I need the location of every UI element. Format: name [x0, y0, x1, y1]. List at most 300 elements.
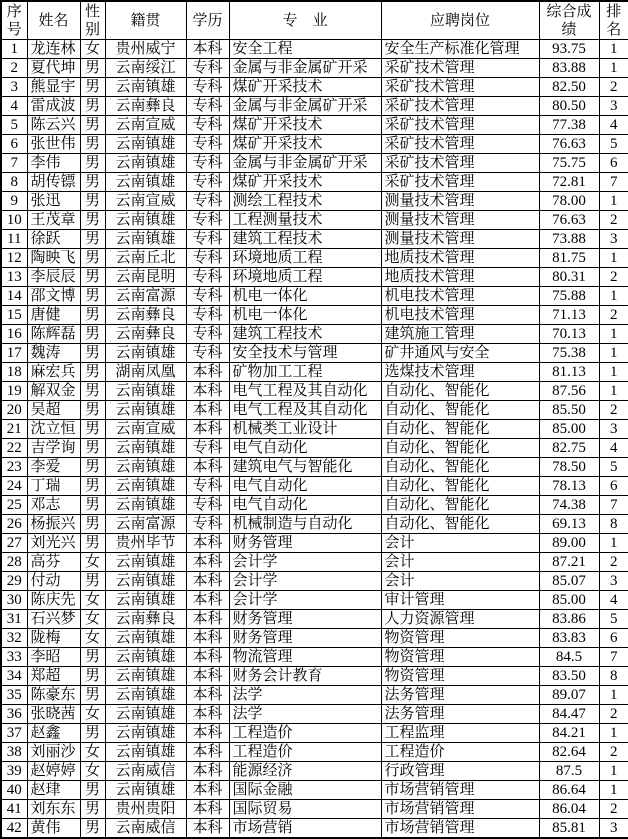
cell-major: 国际贸易	[229, 800, 381, 819]
cell-hometown: 云南镇雄	[105, 591, 186, 610]
cell-rank: 5	[599, 135, 628, 154]
cell-major: 煤矿开采技术	[229, 116, 381, 135]
cell-hometown: 云南镇雄	[105, 230, 186, 249]
cell-rank: 4	[599, 116, 628, 135]
cell-gender: 男	[80, 667, 105, 686]
cell-overall-score: 80.50	[539, 97, 599, 116]
cell-serial-number: 37	[1, 724, 27, 743]
cell-major: 工程造价	[229, 724, 381, 743]
cell-major: 会计学	[229, 572, 381, 591]
table-row	[1, 78, 628, 97]
table-row	[1, 192, 628, 211]
cell-gender: 男	[80, 154, 105, 173]
cell-major: 电气自动化	[229, 477, 381, 496]
cell-applied-position: 市场营销管理	[381, 800, 539, 819]
cell-major: 能源经济	[229, 762, 381, 781]
cell-major: 金属与非金属矿开采	[229, 154, 381, 173]
cell-applied-position: 自动化、智能化	[381, 477, 539, 496]
cell-rank: 1	[599, 344, 628, 363]
cell-applied-position: 采矿技术管理	[381, 59, 539, 78]
cell-gender: 男	[80, 344, 105, 363]
cell-gender: 男	[80, 287, 105, 306]
cell-major: 环境地质工程	[229, 268, 381, 287]
header-serial-number: 序号	[1, 1, 27, 40]
cell-hometown: 云南镇雄	[105, 78, 186, 97]
cell-rank: 2	[599, 211, 628, 230]
table-row	[1, 59, 628, 78]
cell-name: 赵婷婷	[27, 762, 80, 781]
cell-overall-score: 84.21	[539, 724, 599, 743]
cell-hometown: 云南镇雄	[105, 572, 186, 591]
cell-serial-number: 27	[1, 534, 27, 553]
cell-serial-number: 40	[1, 781, 27, 800]
cell-education: 专科	[186, 325, 229, 344]
cell-overall-score: 80.31	[539, 268, 599, 287]
cell-hometown: 云南镇雄	[105, 173, 186, 192]
cell-name: 赵鑫	[27, 724, 80, 743]
cell-major: 安全工程	[229, 40, 381, 59]
cell-rank: 5	[599, 458, 628, 477]
cell-name: 陇梅	[27, 629, 80, 648]
cell-applied-position: 采矿技术管理	[381, 97, 539, 116]
cell-rank: 1	[599, 363, 628, 382]
table-row	[1, 344, 628, 363]
cell-major: 电气工程及其自动化	[229, 401, 381, 420]
cell-education: 专科	[186, 173, 229, 192]
cell-overall-score: 85.81	[539, 819, 599, 839]
cell-name: 刘东东	[27, 800, 80, 819]
cell-name: 张世伟	[27, 135, 80, 154]
cell-rank: 1	[599, 325, 628, 344]
table-row	[1, 154, 628, 173]
cell-gender: 女	[80, 629, 105, 648]
cell-major: 机电一体化	[229, 306, 381, 325]
cell-applied-position: 行政管理	[381, 762, 539, 781]
cell-major: 机械类工业设计	[229, 420, 381, 439]
cell-applied-position: 采矿技术管理	[381, 135, 539, 154]
cell-hometown: 云南镇雄	[105, 439, 186, 458]
cell-major: 金属与非金属矿开采	[229, 59, 381, 78]
cell-major: 建筑工程技术	[229, 325, 381, 344]
cell-name: 邵文博	[27, 287, 80, 306]
cell-serial-number: 25	[1, 496, 27, 515]
cell-hometown: 云南彝良	[105, 610, 186, 629]
cell-overall-score: 86.04	[539, 800, 599, 819]
cell-gender: 男	[80, 325, 105, 344]
cell-hometown: 云南镇雄	[105, 724, 186, 743]
cell-education: 专科	[186, 59, 229, 78]
cell-hometown: 云南彝良	[105, 306, 186, 325]
cell-overall-score: 86.64	[539, 781, 599, 800]
table-row	[1, 819, 628, 839]
cell-hometown: 云南镇雄	[105, 496, 186, 515]
cell-rank: 4	[599, 591, 628, 610]
cell-major: 国际金融	[229, 781, 381, 800]
cell-gender: 男	[80, 515, 105, 534]
cell-applied-position: 市场营销管理	[381, 781, 539, 800]
cell-name: 吉学询	[27, 439, 80, 458]
cell-name: 丁瑞	[27, 477, 80, 496]
cell-overall-score: 85.00	[539, 591, 599, 610]
cell-name: 夏代坤	[27, 59, 80, 78]
cell-serial-number: 10	[1, 211, 27, 230]
cell-rank: 1	[599, 534, 628, 553]
cell-applied-position: 采矿技术管理	[381, 154, 539, 173]
cell-major: 工程测量技术	[229, 211, 381, 230]
cell-overall-score: 85.50	[539, 401, 599, 420]
cell-serial-number: 18	[1, 363, 27, 382]
table-row	[1, 135, 628, 154]
cell-major: 会计学	[229, 591, 381, 610]
table-row	[1, 420, 628, 439]
cell-education: 本科	[186, 724, 229, 743]
cell-serial-number: 35	[1, 686, 27, 705]
cell-serial-number: 3	[1, 78, 27, 97]
cell-serial-number: 22	[1, 439, 27, 458]
cell-rank: 1	[599, 762, 628, 781]
cell-overall-score: 82.50	[539, 78, 599, 97]
cell-gender: 男	[80, 306, 105, 325]
cell-rank: 7	[599, 496, 628, 515]
cell-gender: 女	[80, 553, 105, 572]
cell-hometown: 湖南凤凰	[105, 363, 186, 382]
cell-applied-position: 选煤技术管理	[381, 363, 539, 382]
cell-rank: 1	[599, 40, 628, 59]
cell-education: 专科	[186, 306, 229, 325]
cell-overall-score: 78.50	[539, 458, 599, 477]
cell-applied-position: 会计	[381, 534, 539, 553]
cell-gender: 男	[80, 800, 105, 819]
cell-gender: 男	[80, 97, 105, 116]
cell-overall-score: 81.13	[539, 363, 599, 382]
cell-name: 李辰辰	[27, 268, 80, 287]
cell-gender: 男	[80, 477, 105, 496]
cell-rank: 6	[599, 154, 628, 173]
cell-rank: 3	[599, 97, 628, 116]
cell-gender: 男	[80, 211, 105, 230]
cell-overall-score: 83.88	[539, 59, 599, 78]
cell-gender: 女	[80, 40, 105, 59]
cell-name: 李伟	[27, 154, 80, 173]
cell-education: 专科	[186, 97, 229, 116]
cell-overall-score: 69.13	[539, 515, 599, 534]
header-overall-score: 综合成绩	[539, 1, 599, 40]
cell-hometown: 云南镇雄	[105, 458, 186, 477]
cell-hometown: 贵州威宁	[105, 40, 186, 59]
table-row	[1, 743, 628, 762]
cell-name: 雷成波	[27, 97, 80, 116]
cell-serial-number: 32	[1, 629, 27, 648]
table-row	[1, 458, 628, 477]
table-row	[1, 211, 628, 230]
cell-major: 法学	[229, 686, 381, 705]
cell-major: 金属与非金属矿开采	[229, 97, 381, 116]
cell-name: 刘光兴	[27, 534, 80, 553]
cell-name: 郑超	[27, 667, 80, 686]
cell-serial-number: 34	[1, 667, 27, 686]
cell-serial-number: 39	[1, 762, 27, 781]
cell-major: 工程造价	[229, 743, 381, 762]
cell-hometown: 云南丘北	[105, 249, 186, 268]
header-name: 姓名	[27, 1, 80, 40]
cell-major: 法学	[229, 705, 381, 724]
cell-rank: 2	[599, 553, 628, 572]
cell-major: 煤矿开采技术	[229, 78, 381, 97]
table-row	[1, 268, 628, 287]
cell-gender: 男	[80, 496, 105, 515]
cell-serial-number: 20	[1, 401, 27, 420]
cell-name: 王茂章	[27, 211, 80, 230]
cell-education: 专科	[186, 211, 229, 230]
cell-major: 安全技术与管理	[229, 344, 381, 363]
table-row	[1, 40, 628, 59]
cell-hometown: 云南富源	[105, 287, 186, 306]
cell-education: 专科	[186, 344, 229, 363]
table-row	[1, 610, 628, 629]
cell-hometown: 云南镇雄	[105, 648, 186, 667]
cell-name: 陈云兴	[27, 116, 80, 135]
cell-gender: 男	[80, 268, 105, 287]
cell-education: 本科	[186, 610, 229, 629]
cell-applied-position: 工程造价	[381, 743, 539, 762]
cell-hometown: 云南镇雄	[105, 154, 186, 173]
cell-name: 陈辉磊	[27, 325, 80, 344]
cell-name: 高芬	[27, 553, 80, 572]
table-header	[1, 1, 628, 40]
cell-applied-position: 物资管理	[381, 667, 539, 686]
header-row	[1, 1, 628, 40]
cell-rank: 1	[599, 192, 628, 211]
cell-hometown: 云南宣威	[105, 420, 186, 439]
cell-serial-number: 36	[1, 705, 27, 724]
cell-overall-score: 71.13	[539, 306, 599, 325]
cell-name: 唐健	[27, 306, 80, 325]
cell-serial-number: 28	[1, 553, 27, 572]
cell-education: 本科	[186, 686, 229, 705]
cell-applied-position: 法务管理	[381, 686, 539, 705]
cell-hometown: 云南宣威	[105, 192, 186, 211]
cell-hometown: 贵州贵阳	[105, 800, 186, 819]
cell-serial-number: 31	[1, 610, 27, 629]
cell-rank: 2	[599, 800, 628, 819]
header-gender: 性别	[80, 1, 105, 40]
cell-overall-score: 82.75	[539, 439, 599, 458]
cell-overall-score: 83.83	[539, 629, 599, 648]
cell-name: 徐跃	[27, 230, 80, 249]
cell-rank: 2	[599, 743, 628, 762]
cell-education: 专科	[186, 192, 229, 211]
header-hometown: 籍贯	[105, 1, 186, 40]
cell-applied-position: 自动化、智能化	[381, 515, 539, 534]
cell-major: 建筑工程技术	[229, 230, 381, 249]
cell-education: 本科	[186, 40, 229, 59]
table-row	[1, 534, 628, 553]
cell-hometown: 云南镇雄	[105, 553, 186, 572]
cell-serial-number: 17	[1, 344, 27, 363]
cell-hometown: 云南彝良	[105, 325, 186, 344]
cell-rank: 4	[599, 439, 628, 458]
cell-overall-score: 81.75	[539, 249, 599, 268]
cell-gender: 男	[80, 781, 105, 800]
cell-education: 专科	[186, 154, 229, 173]
cell-applied-position: 工程监理	[381, 724, 539, 743]
cell-education: 本科	[186, 591, 229, 610]
cell-education: 专科	[186, 515, 229, 534]
table-row	[1, 591, 628, 610]
cell-education: 本科	[186, 648, 229, 667]
table-row	[1, 724, 628, 743]
cell-rank: 6	[599, 629, 628, 648]
cell-name: 刘丽沙	[27, 743, 80, 762]
table-row	[1, 439, 628, 458]
cell-serial-number: 38	[1, 743, 27, 762]
cell-serial-number: 26	[1, 515, 27, 534]
cell-applied-position: 会计	[381, 572, 539, 591]
table-row	[1, 116, 628, 135]
cell-rank: 1	[599, 781, 628, 800]
cell-serial-number: 4	[1, 97, 27, 116]
table-row	[1, 781, 628, 800]
cell-education: 本科	[186, 534, 229, 553]
cell-serial-number: 30	[1, 591, 27, 610]
cell-hometown: 云南镇雄	[105, 135, 186, 154]
cell-rank: 1	[599, 382, 628, 401]
cell-major: 建筑电气与智能化	[229, 458, 381, 477]
cell-applied-position: 地质技术管理	[381, 249, 539, 268]
cell-name: 麻宏兵	[27, 363, 80, 382]
cell-overall-score: 72.81	[539, 173, 599, 192]
cell-overall-score: 83.50	[539, 667, 599, 686]
cell-education: 专科	[186, 230, 229, 249]
cell-gender: 男	[80, 439, 105, 458]
cell-major: 环境地质工程	[229, 249, 381, 268]
cell-rank: 2	[599, 401, 628, 420]
cell-applied-position: 测量技术管理	[381, 211, 539, 230]
cell-education: 本科	[186, 363, 229, 382]
cell-overall-score: 82.64	[539, 743, 599, 762]
table-row	[1, 515, 628, 534]
cell-name: 龙连林	[27, 40, 80, 59]
cell-name: 解双金	[27, 382, 80, 401]
cell-rank: 2	[599, 705, 628, 724]
cell-serial-number: 7	[1, 154, 27, 173]
cell-serial-number: 13	[1, 268, 27, 287]
cell-applied-position: 法务管理	[381, 705, 539, 724]
cell-gender: 男	[80, 819, 105, 839]
cell-overall-score: 76.63	[539, 135, 599, 154]
cell-gender: 女	[80, 610, 105, 629]
cell-applied-position: 物资管理	[381, 648, 539, 667]
cell-major: 煤矿开采技术	[229, 173, 381, 192]
cell-applied-position: 测量技术管理	[381, 192, 539, 211]
cell-gender: 女	[80, 591, 105, 610]
cell-gender: 男	[80, 230, 105, 249]
cell-hometown: 云南镇雄	[105, 401, 186, 420]
cell-major: 测绘工程技术	[229, 192, 381, 211]
cell-overall-score: 85.00	[539, 420, 599, 439]
cell-rank: 3	[599, 819, 628, 839]
cell-gender: 男	[80, 458, 105, 477]
cell-applied-position: 物资管理	[381, 629, 539, 648]
cell-overall-score: 77.38	[539, 116, 599, 135]
cell-overall-score: 76.63	[539, 211, 599, 230]
cell-education: 本科	[186, 420, 229, 439]
cell-hometown: 云南镇雄	[105, 344, 186, 363]
cell-name: 李爱	[27, 458, 80, 477]
cell-hometown: 云南镇雄	[105, 667, 186, 686]
cell-education: 本科	[186, 667, 229, 686]
cell-overall-score: 75.88	[539, 287, 599, 306]
cell-gender: 女	[80, 762, 105, 781]
cell-applied-position: 矿井通风与安全	[381, 344, 539, 363]
table-row	[1, 667, 628, 686]
cell-overall-score: 89.00	[539, 534, 599, 553]
cell-education: 本科	[186, 819, 229, 839]
cell-applied-position: 建筑施工管理	[381, 325, 539, 344]
cell-hometown: 贵州毕节	[105, 534, 186, 553]
cell-serial-number: 14	[1, 287, 27, 306]
cell-serial-number: 23	[1, 458, 27, 477]
cell-overall-score: 84.5	[539, 648, 599, 667]
cell-major: 会计学	[229, 553, 381, 572]
cell-gender: 男	[80, 401, 105, 420]
cell-name: 张迅	[27, 192, 80, 211]
cell-serial-number: 5	[1, 116, 27, 135]
cell-applied-position: 采矿技术管理	[381, 116, 539, 135]
cell-major: 电气工程及其自动化	[229, 382, 381, 401]
cell-education: 专科	[186, 135, 229, 154]
cell-applied-position: 采矿技术管理	[381, 173, 539, 192]
cell-gender: 男	[80, 534, 105, 553]
cell-applied-position: 地质技术管理	[381, 268, 539, 287]
cell-gender: 男	[80, 135, 105, 154]
cell-overall-score: 75.75	[539, 154, 599, 173]
cell-serial-number: 42	[1, 819, 27, 839]
cell-serial-number: 2	[1, 59, 27, 78]
cell-name: 邓志	[27, 496, 80, 515]
cell-major: 市场营销	[229, 819, 381, 839]
cell-applied-position: 会计	[381, 553, 539, 572]
cell-applied-position: 采矿技术管理	[381, 78, 539, 97]
cell-education: 专科	[186, 268, 229, 287]
cell-education: 本科	[186, 743, 229, 762]
cell-gender: 男	[80, 192, 105, 211]
cell-gender: 男	[80, 686, 105, 705]
cell-name: 李昭	[27, 648, 80, 667]
cell-education: 本科	[186, 401, 229, 420]
cell-gender: 男	[80, 572, 105, 591]
cell-gender: 男	[80, 363, 105, 382]
cell-rank: 8	[599, 667, 628, 686]
cell-rank: 5	[599, 610, 628, 629]
cell-overall-score: 87.56	[539, 382, 599, 401]
cell-major: 财务会计教育	[229, 667, 381, 686]
cell-rank: 3	[599, 572, 628, 591]
cell-overall-score: 83.86	[539, 610, 599, 629]
cell-education: 本科	[186, 800, 229, 819]
cell-name: 陈豪东	[27, 686, 80, 705]
table-row	[1, 648, 628, 667]
cell-serial-number: 41	[1, 800, 27, 819]
table-row	[1, 705, 628, 724]
cell-serial-number: 11	[1, 230, 27, 249]
cell-gender: 男	[80, 78, 105, 97]
cell-hometown: 云南昆明	[105, 268, 186, 287]
cell-applied-position: 自动化、智能化	[381, 439, 539, 458]
cell-overall-score: 78.13	[539, 477, 599, 496]
table-row	[1, 249, 628, 268]
cell-name: 吴超	[27, 401, 80, 420]
